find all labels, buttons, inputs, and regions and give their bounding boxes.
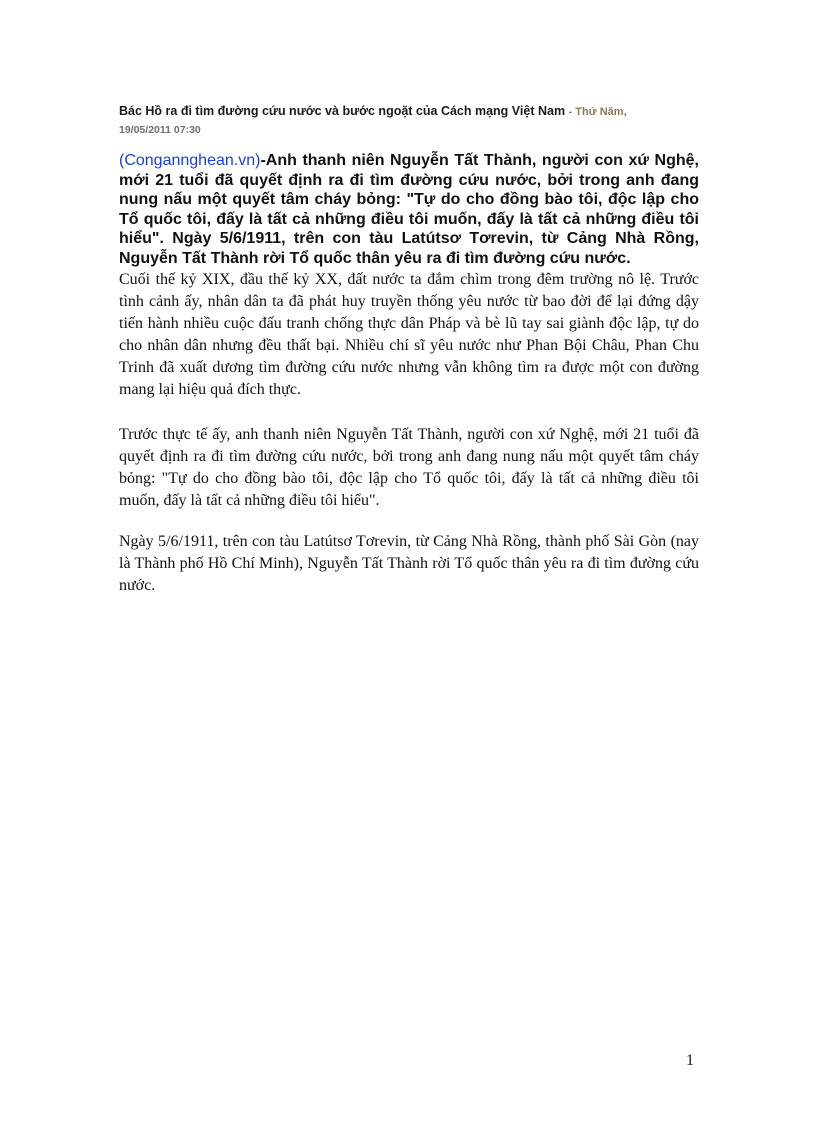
lead-text: -Anh thanh niên Nguyễn Tất Thành, người con xứ Nghệ, mới 21 tuổi đã quyết định ra đi tìm đường cứu nước, bởi trong anh đang nung nấu một quyết tâm cháy bỏng: "Tự do cho đồng bào tôi, độc lập cho Tổ quốc tôi, đấy là tất cả những điều tôi muốn, đấy là tất cả những điều tôi hiểu". Ngày 5/6/1911, trên con tàu Latútsơ Tơrevin, từ Cảng Nhà Rồng, Nguyễn Tất Thành rời Tổ quốc thân yêu ra đi tìm đường cứu nước. bbox=[119, 152, 699, 267]
article-title: Bác Hồ ra đi tìm đường cứu nước và bước ngoặt của Cách mạng Việt Nam bbox=[119, 104, 566, 118]
body-paragraph-2: Trước thực tế ấy, anh thanh niên Nguyễn Tất Thành, người con xứ Nghệ, mới 21 tuổi đã quyết định ra đi tìm đường cứu nước, bởi trong anh đang nung nấu một quyết tâm cháy bỏng: "Tự do cho đồng bào tôi, độc lập cho Tổ quốc tôi, đấy là tất cả những điều tôi muốn, đấy là tất cả những điều tôi hiểu". bbox=[119, 426, 699, 509]
article-lead bbox=[119, 151, 699, 268]
article-day: - Thứ Năm, bbox=[568, 106, 627, 118]
body-paragraph-3: Ngày 5/6/1911, trên con tàu Latútsơ Tơrevin, từ Cảng Nhà Rồng, thành phố Sài Gòn (nay là Thành phố Hồ Chí Minh), Nguyễn Tất Thành rời Tổ quốc thân yêu ra đi tìm đường cứu nước. bbox=[119, 533, 699, 594]
body-paragraph-1: Cuối thế kỷ XIX, đầu thế kỷ XX, đất nước ta đắm chìm trong đêm trường nô lệ. Trước tình cảnh ấy, nhân dân ta đã phát huy truyền thống yêu nước từ bao đời để lại đứng dậy tiến hành nhiều cuộc đấu tranh chống thực dân Pháp và bè lũ tay sai giành độc lập, tự do cho nhân dân nhưng đều thất bại. Nhiều chí sĩ yêu nước như Phan Bội Châu, Phan Chu Trinh đã xuất dương tìm đường cứu nước nhưng vẫn không tìm ra được một con đường mang lại hiệu quả đích thực. bbox=[119, 271, 699, 398]
article-datetime: 19/05/2011 07:30 bbox=[119, 124, 201, 136]
article-header bbox=[119, 103, 699, 139]
page-number: 1 bbox=[686, 1052, 694, 1069]
source-link[interactable]: (Congannghean.vn) bbox=[119, 152, 261, 169]
